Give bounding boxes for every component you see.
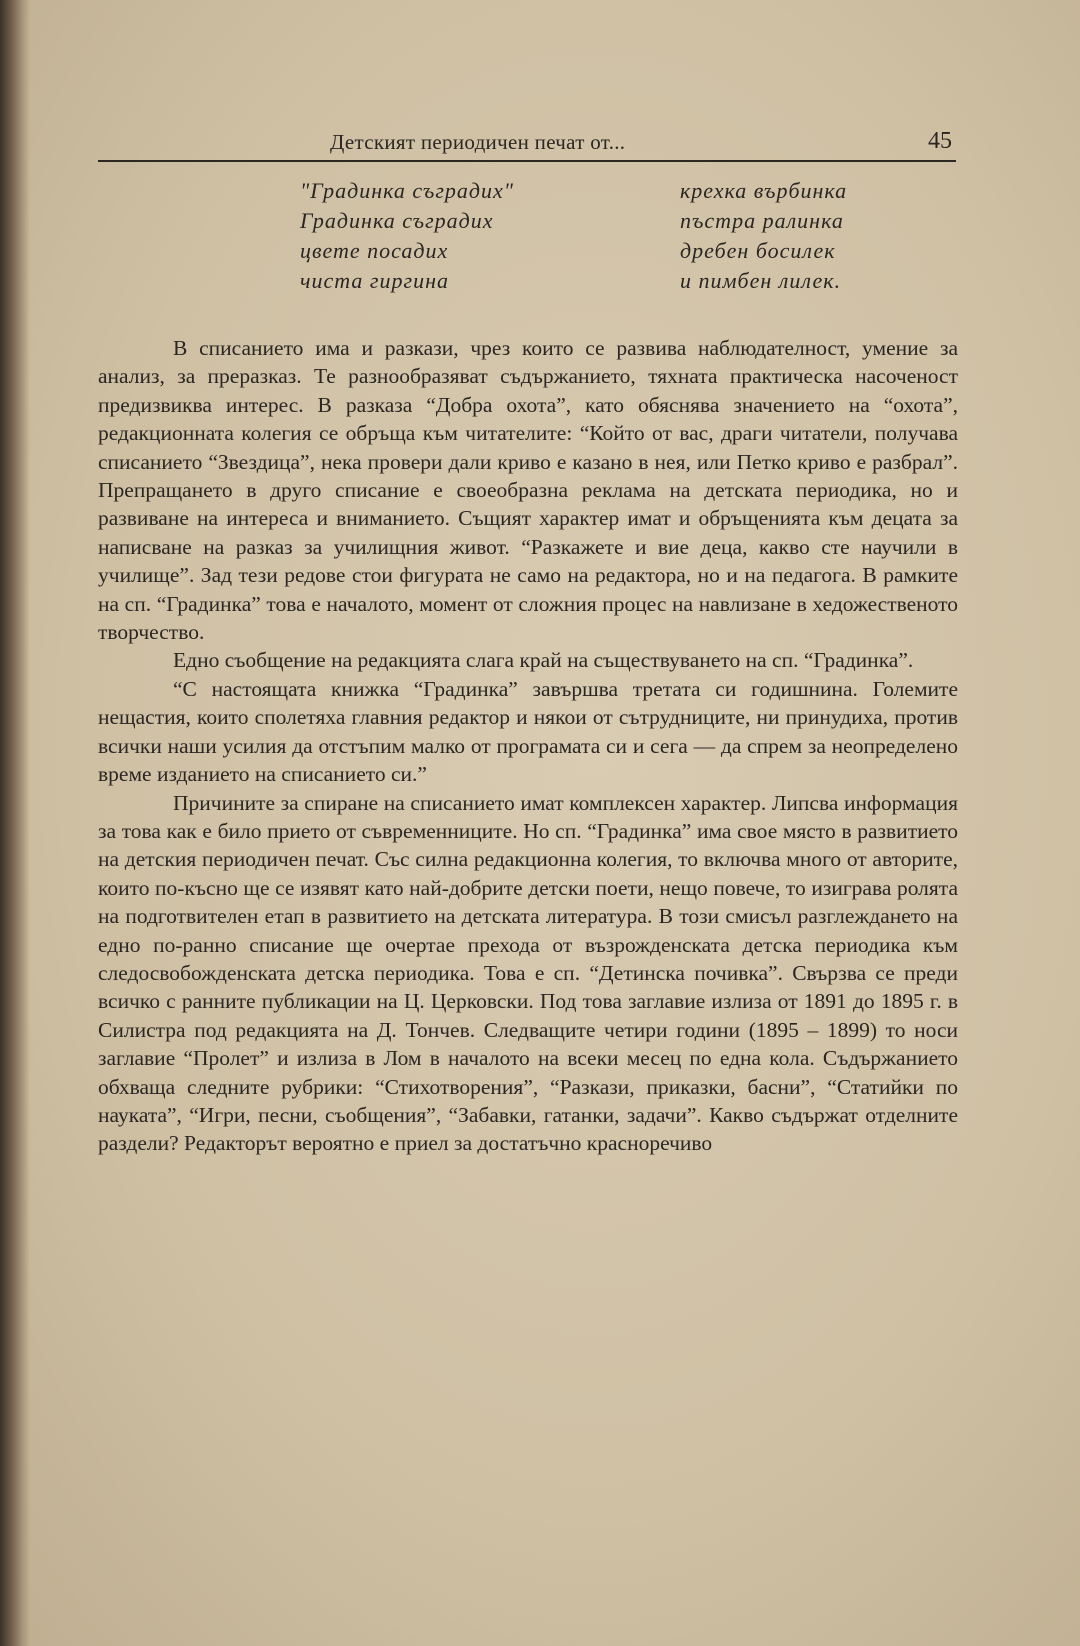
poem-line: чиста гиргина bbox=[300, 268, 449, 293]
poem-line: "Градинка съградих" bbox=[300, 178, 515, 203]
running-title: Детският периодичен печат от... bbox=[330, 130, 626, 154]
poem-line: пъстра ралинка bbox=[680, 208, 844, 233]
poem-column-left bbox=[300, 176, 514, 296]
paragraph: Едно съобщение на редакцията слага край на съществуването на сп. “Градинка”. bbox=[173, 648, 914, 673]
poem-line: и пимбен лилек. bbox=[680, 268, 842, 293]
page-number: 45 bbox=[928, 128, 952, 154]
paragraph: Причините за спиране на списанието имат комплексен характер. Липсва информация за това как е било прието от съвременниците. Но сп. “Градинка” има свое място в развитието на детския периодичен печат. Със силна редакционна колегия, то включва много от авторите, които по-късно ще се изявят като най-добрите детски поети, нещо повече, то изиграва ролята на подготвителен етап в развитието на детската литература. В този смисъл разглеждането на едно по-ранно списание ще очертае прехода от възрожденската детска периодика към следосвобожденската детска периодика. Това е сп. “Детинска почивка”. Свързва се преди всичко с ранните публикации на Ц. Церковски. Под това заглавие излиза от 1891 до 1895 г. в Силистра под редакцията на Д. Тончев. Следващите четири години (1895 – 1899) то носи заглавие “Пролет” и излиза в Лом в началото на всеки месец по една кола. Съдържанието обхваща следните рубрики: “Стихотворения”, “Разкази, приказки, басни”, “Статийки по науката”, “Игри, песни, съобщения”, “Забавки, гатанки, задачи”. Какво съдържат отделните раздели? Редакторът вероятно е приел за достатъчно красноречиво bbox=[98, 790, 958, 1156]
paragraph: В списанието има и разкази, чрез които се развива наблюдателност, умение за анализ, за преразказ. Те разнообразяват съдържанието, тяхната практическа насоченост предизвиква интерес. В разказа “Добра охота”, като обяснява значението на “охота”, редакционната колегия се обръща към читателите: “Който от вас, драги читатели, получава списанието “Звездица”, нека провери дали криво е казано в нея, или Петко криво е разбрал”. Препращането в друго списание е своеобразна реклама на детската периодика, но и развиване на интереса и вниманието. Същият характер имат и обръщенията към децата за написване на разказ за училищния живот. “Разкажете и вие деца, какво сте научили в училище”. Зад тези редове стои фигурата не само на редактора, но и на педагога. В рамките на сп. “Градинка” това е началото, момент от сложния процес на навлизане в хедожественото творчество. bbox=[98, 336, 958, 645]
poem-column-right bbox=[680, 176, 847, 296]
book-spine-shadow bbox=[0, 0, 30, 1646]
page-header bbox=[98, 128, 956, 162]
body-text bbox=[98, 334, 958, 1158]
poem-line: Градинка съградих bbox=[300, 208, 494, 233]
quote-paragraph: “С настоящата книжка “Градинка” завършва третата си годишнина. Големите нещастия, които сполетяха главния редактор и някои от сътрудниците, ни принудиха, против всички наши усилия да отстъпим малко от програмата си и сега — да спрем за неопределено време изданието на списанието си.” bbox=[98, 676, 958, 787]
poem-line: дребен босилек bbox=[680, 238, 836, 263]
poem-line: цвете посадих bbox=[300, 238, 449, 263]
poem-line: крехка върбинка bbox=[680, 178, 848, 203]
